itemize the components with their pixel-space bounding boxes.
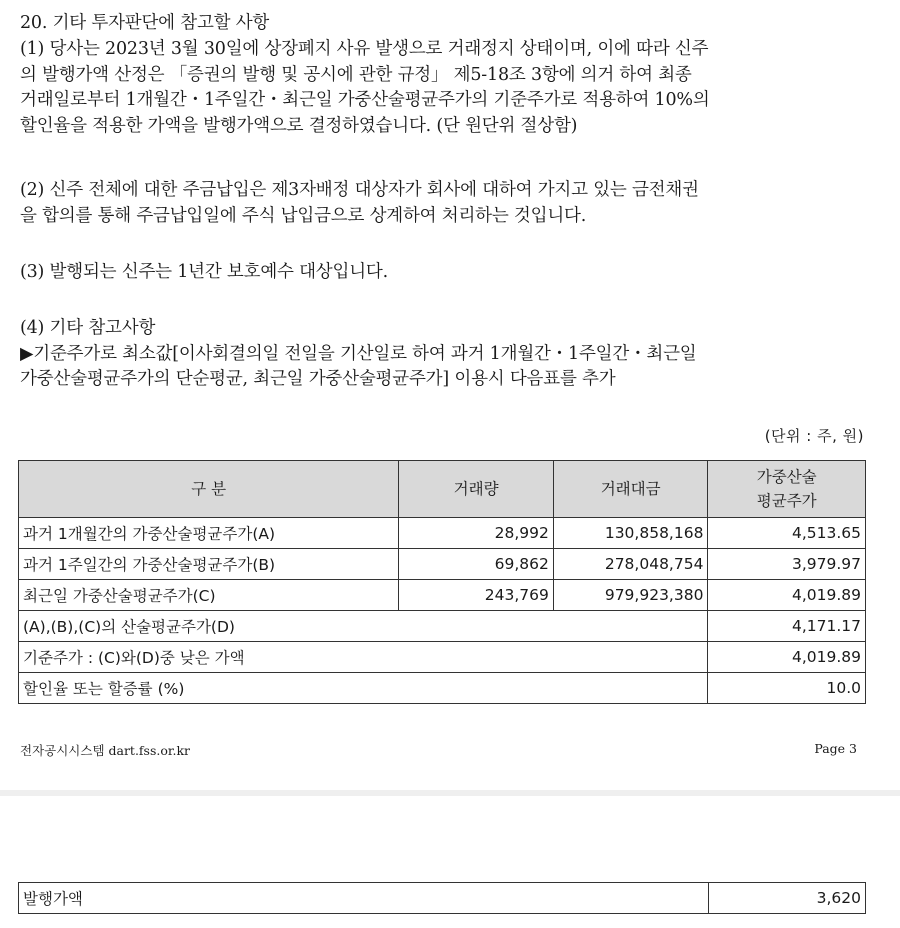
row-label: 과거 1개월간의 가중산술평균주가(A) <box>19 518 399 549</box>
summary-row <box>19 611 866 642</box>
table-row <box>19 549 866 580</box>
row-amount: 979,923,380 <box>553 580 708 611</box>
paragraph-line: 가중산술평균주가의 단순평균, 최근일 가중산술평균주가] 이용시 다음표를 추가 <box>20 369 616 389</box>
paragraph-line: 의 발행가액 산정은 「증권의 발행 및 공시에 관한 규정」 제5-18조 3항에 의거 하여 최종 <box>20 64 692 85</box>
heading-text: 20. 기타 투자판단에 참고할 사항 <box>20 13 270 33</box>
summary-row <box>19 642 866 673</box>
row-label: 최근일 가중산술평균주가(C) <box>19 580 399 611</box>
summary-value: 10.0 <box>708 673 866 704</box>
footer-source: 전자공시시스템 dart.fss.or.kr <box>20 743 191 758</box>
paragraph-4 <box>20 316 882 393</box>
row-volume: 28,992 <box>399 518 554 549</box>
summary-label: 할인율 또는 할증률 (%) <box>19 673 708 704</box>
paragraph-line: ▶기준주가로 최소값[이사회결의일 전일을 기산일로 하여 과거 1개월간・1주일간・최근일 <box>20 343 697 364</box>
issue-price-label: 발행가액 <box>19 883 709 914</box>
paragraph-line: (3) 발행되는 신주는 1년간 보호예수 대상입니다. <box>20 262 388 282</box>
header-average-line2: 평균주가 <box>756 492 817 510</box>
header-average-price <box>708 461 866 518</box>
issue-price-table <box>18 882 866 914</box>
row-average: 3,979.97 <box>708 549 866 580</box>
paragraph-line: (2) 신주 전체에 대한 주금납입은 제3자배정 대상자가 회사에 대하여 가지고 있는 금전채권 <box>20 180 699 200</box>
document-page-next <box>0 796 900 928</box>
summary-value: 4,171.17 <box>708 611 866 642</box>
summary-label: (A),(B),(C)의 산술평균주가(D) <box>19 611 708 642</box>
header-division: 구 분 <box>19 461 399 518</box>
header-average-line1: 가중산술 <box>756 468 817 486</box>
paragraph-1 <box>20 37 882 139</box>
table-row <box>19 883 866 914</box>
row-average: 4,513.65 <box>708 518 866 549</box>
summary-row <box>19 673 866 704</box>
row-volume: 243,769 <box>399 580 554 611</box>
unit-note: (단위 : 주, 원) <box>764 427 864 445</box>
header-amount: 거래대금 <box>553 461 708 518</box>
row-amount: 130,858,168 <box>553 518 708 549</box>
page-number: Page 3 <box>814 741 857 756</box>
table-row <box>19 518 866 549</box>
paragraph-line: 거래일로부터 1개월간・1주일간・최근일 가중산술평균주가의 기준주가로 적용하여 10%의 <box>20 90 710 110</box>
summary-label: 기준주가 : (C)와(D)중 낮은 가액 <box>19 642 708 673</box>
row-label: 과거 1주일간의 가중산술평균주가(B) <box>19 549 399 580</box>
row-amount: 278,048,754 <box>553 549 708 580</box>
paragraph-line: (1) 당사는 2023년 3월 30일에 상장폐지 사유 발생으로 거래정지 상태이며, 이에 따라 신주 <box>20 39 709 59</box>
row-volume: 69,862 <box>399 549 554 580</box>
summary-value: 4,019.89 <box>708 642 866 673</box>
issue-price-value: 3,620 <box>709 883 866 914</box>
table-row <box>19 580 866 611</box>
paragraph-3 <box>20 260 882 286</box>
section-heading <box>20 11 882 37</box>
paragraph-line: 을 합의를 통해 주금납입일에 주식 납입금으로 상계하여 처리하는 것입니다. <box>20 205 587 226</box>
paragraph-line: 할인율을 적용한 가액을 발행가액으로 결정하였습니다. (단 원단위 절상함) <box>20 115 578 136</box>
paragraph-2 <box>20 178 882 229</box>
row-average: 4,019.89 <box>708 580 866 611</box>
price-table <box>18 460 866 704</box>
header-volume: 거래량 <box>399 461 554 518</box>
paragraph-line: (4) 기타 참고사항 <box>20 318 156 338</box>
table-header-row <box>19 461 866 518</box>
